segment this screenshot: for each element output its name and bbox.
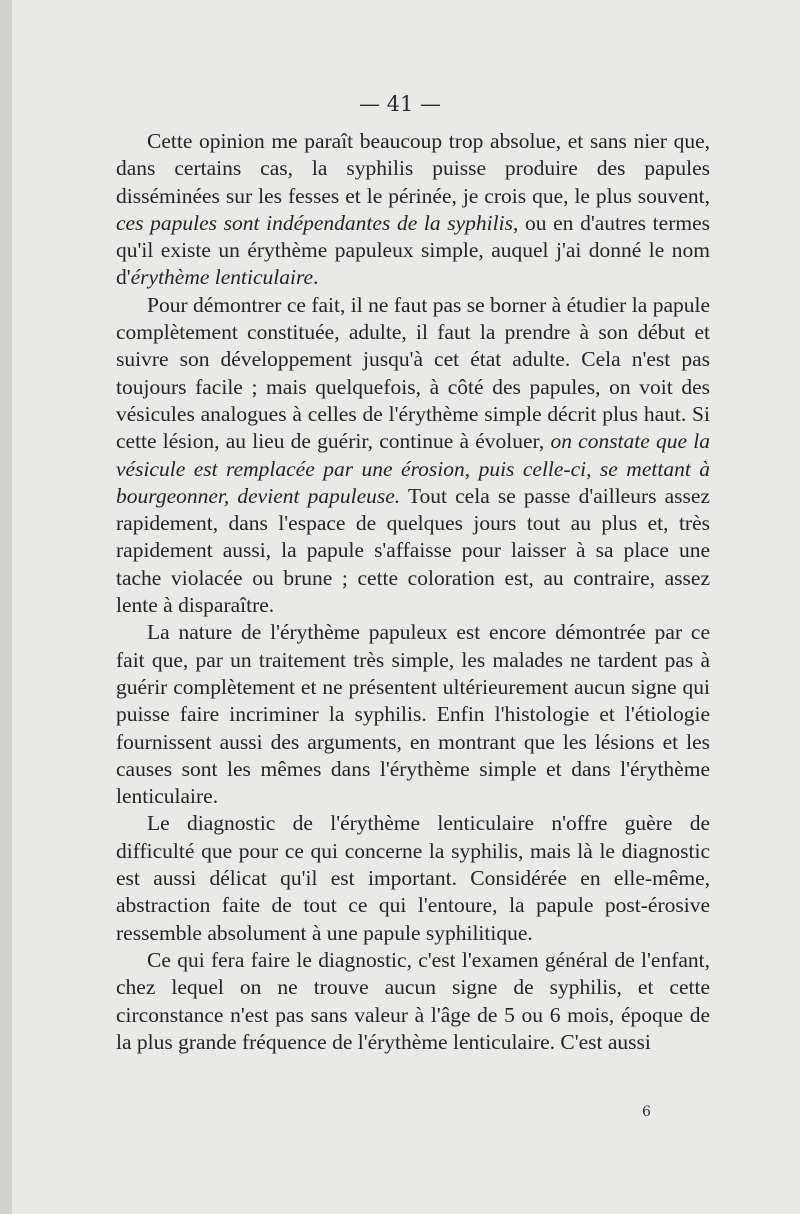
paragraph	[116, 947, 710, 1056]
paragraph	[116, 128, 710, 292]
signature-mark: 6	[642, 1104, 651, 1120]
text-run: Ce qui fera faire le diagnostic, c'est l'examen général de l'enfant, chez lequel on ne trouve aucun signe de syphilis, et cette circonstance n'est pas sans valeur à l'âge de 5 ou 6 mois, époque de la plus grande fréquence de l'érythème lenticulaire. C'est aussi	[116, 947, 710, 1054]
italic-run: érythème lenticulaire	[130, 265, 314, 290]
text-run: Le diagnostic de l'érythème lenticulaire n'offre guère de difficulté que pour ce qui concerne la syphilis, mais là le diagnostic est aussi délicat qu'il est important. Considérée en elle-même, abstraction faite de tout ce qui l'entoure, la papule post-érosive ressemble absolument à une papule syphilitique.	[116, 811, 710, 945]
text-run: Pour démontrer ce fait, il ne faut pas se borner à étudier la papule complètement constituée, adulte, il faut la prendre à son début et suivre son développement jusqu'à cet état adulte. Cela n'est pas toujours facile ; mais quelquefois, à côté des papules, on voit des vésicules analogues à celles de l'érythème simple décrit plus haut. Si cette lésion, au lieu de guérir, continue à évoluer,	[116, 292, 710, 454]
paragraph	[116, 619, 710, 810]
paragraph	[116, 810, 710, 946]
text-run: Tout cela se passe d'ailleurs assez rapidement, dans l'espace de quelques jours tout au plus et, très rapidement aussi, la papule s'affaisse pour laisser à sa place une tache violacée ou brune ; cette coloration est, au contraire, assez lente à disparaître.	[116, 483, 710, 618]
italic-run: on constate que la vésicule est remplacée par une érosion, puis celle-ci, se mettant à bourgeonner, devient papuleuse.	[116, 429, 710, 508]
page-number: — 41 —	[358, 92, 442, 116]
scan-margin	[0, 0, 12, 1214]
text-run: Cette opinion me paraît beaucoup trop absolue, et sans nier que, dans certains cas, la syphilis puisse produire des papules disséminées sur les fesses et le périnée, je crois que, le plus souvent,	[116, 129, 710, 208]
text-run: .	[313, 265, 319, 290]
text-run: La nature de l'érythème papuleux est encore démontrée par ce fait que, par un traitement très simple, les malades ne tardent pas à guérir complètement et ne présentent ultérieurement aucun signe qui puisse faire incriminer la syphilis. Enfin l'histologie et l'étiologie fournissent aussi des arguments, en montrant que les lésions et les causes sont les mêmes dans l'érythème simple et dans l'érythème lenticulaire.	[116, 620, 710, 809]
italic-run: ces papules sont indépendantes de la syphilis	[116, 210, 513, 235]
text-run: , ou en d'autres termes qu'il existe un érythème papuleux simple, auquel j'ai donné le nom d'	[116, 210, 710, 290]
body-text	[116, 128, 710, 1056]
paragraph	[116, 292, 710, 620]
